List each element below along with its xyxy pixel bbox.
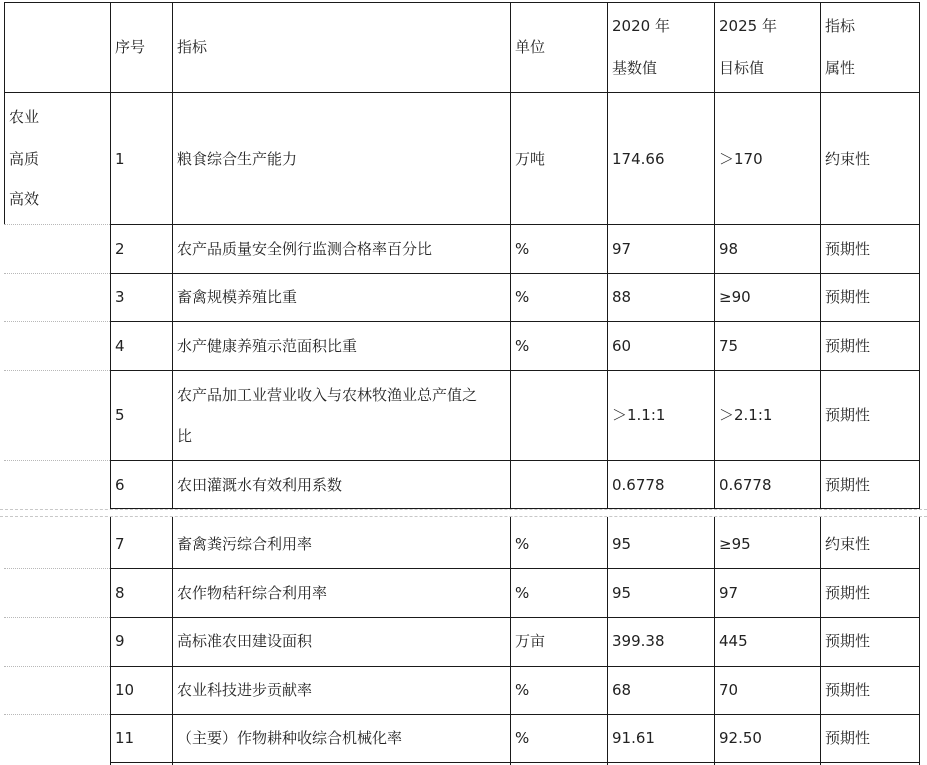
row-indicator: 高标准农田建设面积 [177, 632, 313, 650]
table-rule [714, 517, 715, 765]
row-indicator: 农田灌溉水有效利用系数 [177, 476, 343, 494]
header-target-line2: 目标值 [719, 59, 765, 77]
row-target: ＞170 [719, 150, 763, 168]
header-target-line1: 2025 年 [719, 17, 777, 35]
row-target: 75 [719, 337, 739, 355]
table-rule [172, 2, 173, 509]
table-rule [110, 2, 111, 509]
table-rule [4, 321, 110, 322]
row-no: 11 [115, 729, 135, 747]
category-line: 高效 [9, 190, 40, 208]
table-rule [4, 617, 110, 618]
row-base: 0.6778 [612, 476, 665, 494]
table-rule [110, 273, 920, 274]
row-base: 68 [612, 681, 632, 699]
row-indicator: 农作物秸秆综合利用率 [177, 584, 328, 602]
row-target: 445 [719, 632, 748, 650]
row-unit: % [515, 535, 530, 553]
table-rule [4, 92, 920, 93]
row-no: 8 [115, 584, 125, 602]
row-base: 95 [612, 584, 632, 602]
row-unit: % [515, 288, 530, 306]
row-target: 97 [719, 584, 739, 602]
table-rule [4, 273, 110, 274]
table-rule [110, 370, 920, 371]
row-attr: 预期性 [825, 632, 871, 650]
row-attr: 约束性 [825, 535, 871, 553]
table-rule [919, 517, 920, 765]
table-rule [110, 224, 920, 225]
row-indicator: 农产品质量安全例行监测合格率百分比 [177, 240, 433, 258]
table-rule [110, 321, 920, 322]
row-base: ＞1.1:1 [612, 406, 666, 424]
header-unit: 单位 [515, 38, 546, 56]
table-rule [4, 568, 110, 569]
row-no: 5 [115, 406, 125, 424]
table-rule [172, 517, 173, 765]
row-attr: 预期性 [825, 729, 871, 747]
row-attr: 预期性 [825, 406, 871, 424]
row-no: 3 [115, 288, 125, 306]
table-rule [607, 2, 608, 509]
row-no: 1 [115, 150, 125, 168]
row-attr: 预期性 [825, 288, 871, 306]
row-unit: % [515, 584, 530, 602]
row-indicator: 畜禽规模养殖比重 [177, 288, 298, 306]
row-target: 92.50 [719, 729, 762, 747]
header-indicator: 指标 [177, 38, 208, 56]
table-rule [4, 2, 920, 3]
row-unit: % [515, 240, 530, 258]
row-unit: % [515, 337, 530, 355]
table-rule [4, 460, 110, 461]
row-indicator: （主要）作物耕种收综合机械化率 [177, 729, 403, 747]
header-base-line2: 基数值 [612, 59, 658, 77]
row-target: 0.6778 [719, 476, 772, 494]
row-base: 174.66 [612, 150, 665, 168]
row-base: 399.38 [612, 632, 665, 650]
row-attr: 预期性 [825, 337, 871, 355]
table-rule [820, 517, 821, 765]
header-attr-line1: 指标 [825, 17, 856, 35]
row-no: 10 [115, 681, 135, 699]
row-base: 95 [612, 535, 632, 553]
row-unit: 万亩 [515, 632, 546, 650]
row-attr: 预期性 [825, 240, 871, 258]
table-rule [110, 762, 920, 763]
table-rule [110, 517, 111, 765]
table-rule [110, 666, 920, 667]
table-rule [607, 517, 608, 765]
header-attr-line2: 属性 [825, 59, 856, 77]
row-unit: % [515, 681, 530, 699]
table-rule [820, 2, 821, 509]
table-rule [4, 714, 110, 715]
row-attr: 约束性 [825, 150, 871, 168]
row-attr: 预期性 [825, 476, 871, 494]
table-rule [4, 224, 110, 225]
row-base: 88 [612, 288, 632, 306]
table-rule [4, 2, 5, 224]
row-indicator-line2: 比 [177, 427, 193, 445]
table-rule [714, 2, 715, 509]
row-target: 98 [719, 240, 739, 258]
row-base: 60 [612, 337, 632, 355]
header-no: 序号 [115, 38, 146, 56]
table-rule [110, 460, 920, 461]
header-base-line1: 2020 年 [612, 17, 670, 35]
row-base: 91.61 [612, 729, 655, 747]
row-no: 4 [115, 337, 125, 355]
row-target: ≥95 [719, 535, 751, 553]
row-indicator: 农业科技进步贡献率 [177, 681, 313, 699]
row-indicator: 粮食综合生产能力 [177, 150, 298, 168]
row-indicator-line1: 农产品加工业营业收入与农林牧渔业总产值之 [177, 386, 478, 404]
row-target: 70 [719, 681, 739, 699]
table-rule [110, 714, 920, 715]
row-unit: % [515, 729, 530, 747]
row-attr: 预期性 [825, 584, 871, 602]
table-rule [919, 2, 920, 509]
table-rule [510, 517, 511, 765]
row-no: 9 [115, 632, 125, 650]
table-rule [4, 666, 110, 667]
table-rule [4, 370, 110, 371]
row-indicator: 畜禽粪污综合利用率 [177, 535, 313, 553]
row-unit: 万吨 [515, 150, 546, 168]
row-target: ＞2.1:1 [719, 406, 773, 424]
row-no: 6 [115, 476, 125, 494]
row-indicator: 水产健康养殖示范面积比重 [177, 337, 358, 355]
page-break [0, 509, 927, 517]
row-target: ≥90 [719, 288, 751, 306]
category-line: 农业 [9, 108, 40, 126]
table-rule [510, 2, 511, 509]
category-line: 高质 [9, 150, 40, 168]
table-rule [110, 568, 920, 569]
row-attr: 预期性 [825, 681, 871, 699]
row-no: 2 [115, 240, 125, 258]
table-rule [110, 617, 920, 618]
row-no: 7 [115, 535, 125, 553]
row-base: 97 [612, 240, 632, 258]
